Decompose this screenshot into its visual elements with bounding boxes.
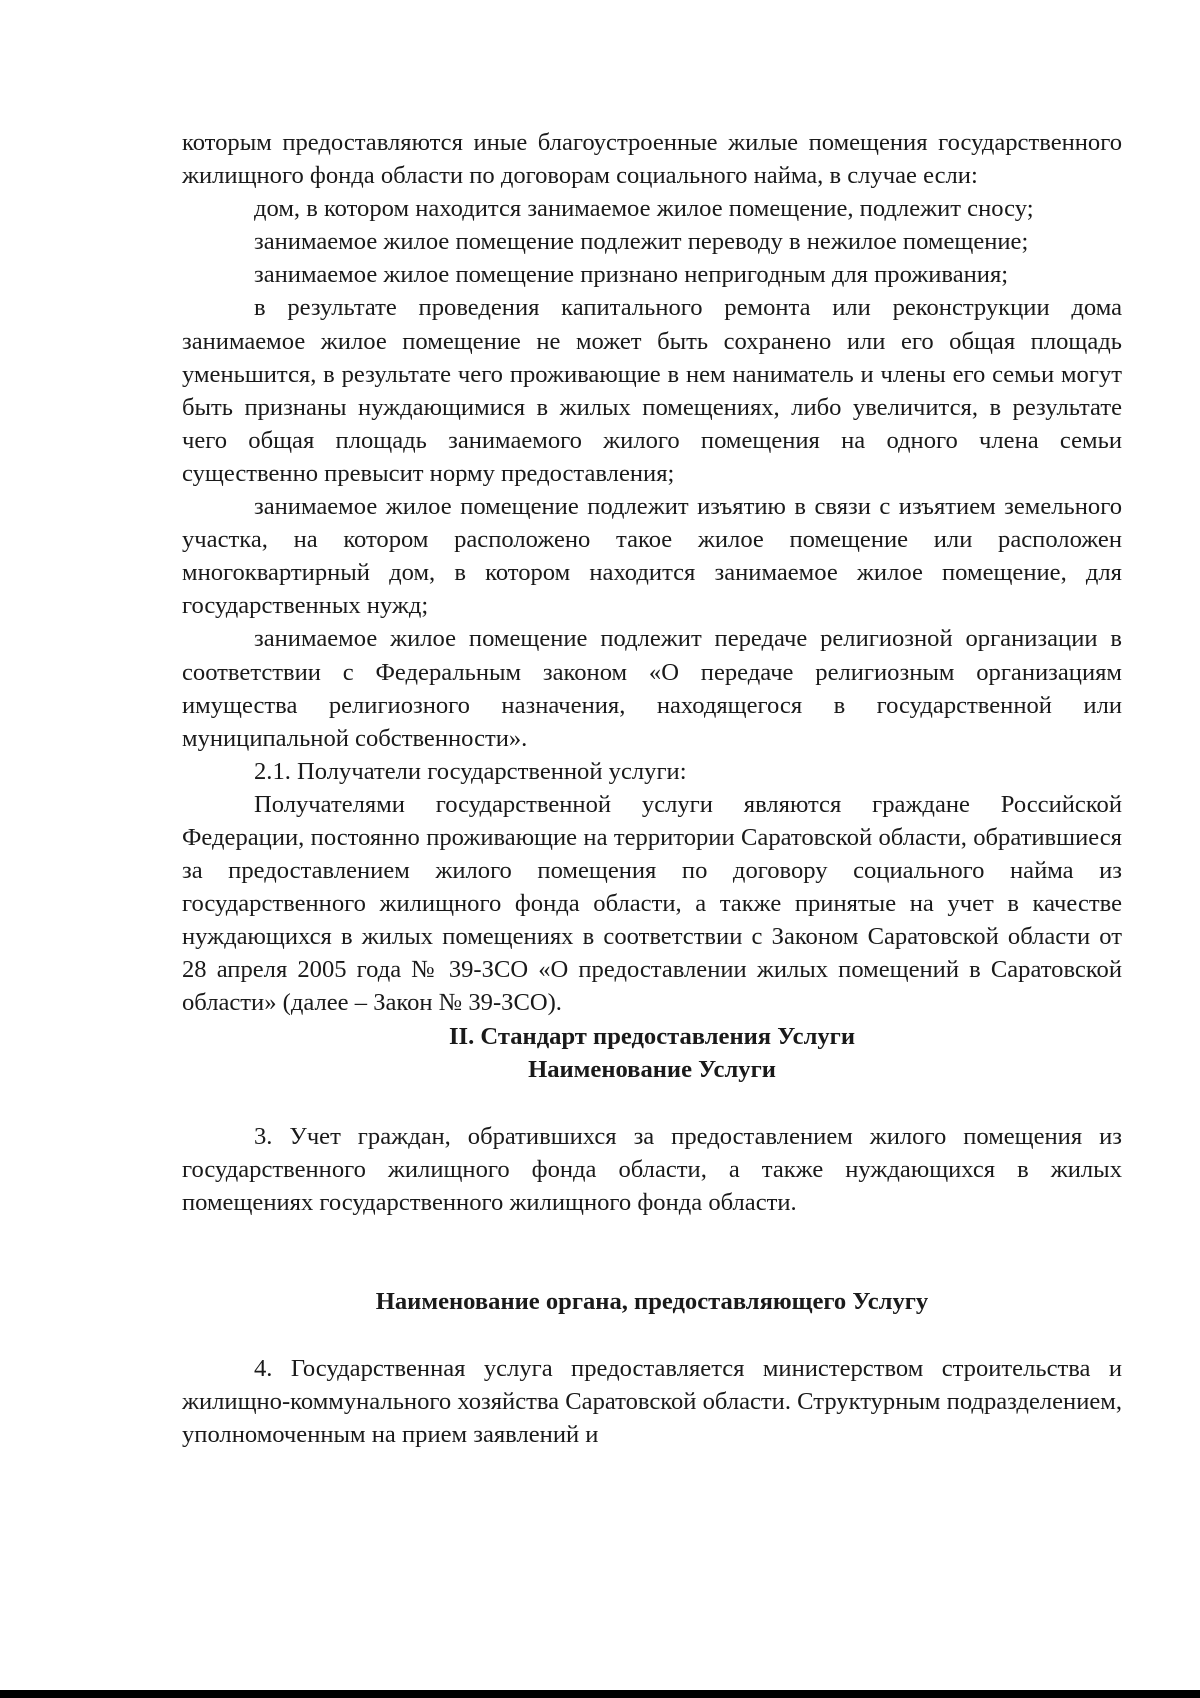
document-page (182, 126, 1122, 1451)
paragraph-recipients-heading: 2.1. Получатели государственной услуги: (254, 757, 687, 785)
authority-heading: Наименование органа, предоставляющего Услугу (375, 1288, 929, 1315)
paragraph-4: 4. Государственная услуга предоставляется министерством строительства и жилищно-коммунального хозяйства Саратовской области. Структурным подразделением, уполномоченным на прием заявлений и (182, 1355, 1122, 1449)
paragraph-land-seizure: занимаемое жилое помещение подлежит изъятию в связи с изъятием земельного участка, на котором расположено такое жилое помещение или расположен многоквартирный дом, в котором находится занимаемое жилое помещение, для государственных нужд; (182, 493, 1122, 620)
paragraph-religious: занимаемое жилое помещение подлежит передаче религиозной организации в соответствии с Федеральным законом «О передаче религиозным организациям имущества религиозного назначения, находящегося в государственной или муниципальной собственности». (182, 625, 1122, 752)
paragraph-renovation: в результате проведения капитального ремонта или реконструкции дома занимаемое жилое помещение не может быть сохранено или его общая площадь уменьшится, в результате чего проживающие в нем наниматель и члены его семьи могут быть признаны нуждающимися в жилых помещениях, либо увеличится, в результате чего общая площадь занимаемого жилого помещения на одного члена семьи существенно превысит норму предоставления; (182, 294, 1122, 487)
section-heading: II. Стандарт предоставления Услуги (448, 1022, 856, 1050)
paragraph-continuation: которым предоставляются иные благоустроенные жилые помещения государственного жилищного фонда области по договорам социального найма, в случае если: (182, 129, 1122, 190)
service-name-heading: Наименование Услуги (528, 1055, 776, 1083)
scan-edge-rule (0, 1690, 1200, 1698)
paragraph-recipients: Получателями государственной услуги являются граждане Российской Федерации, постоянно проживающие на территории Саратовской области, обратившиеся за предоставлением жилого помещения по договору социального найма из государственного жилищного фонда области, а также принятые на учет в качестве нуждающихся в жилых помещениях в соответствии с Законом Саратовской области от 28 апреля 2005 года № 39-ЗСО «О предоставлении жилых помещений в Саратовской области» (далее – Закон № 39-ЗСО). (182, 790, 1122, 1017)
spacer (182, 1318, 1122, 1352)
paragraph-demolition: дом, в котором находится занимаемое жилое помещение, подлежит сносу; (254, 195, 1034, 223)
spacer (182, 1219, 1122, 1285)
paragraph-conversion: занимаемое жилое помещение подлежит переводу в нежилое помещение; (254, 228, 1029, 256)
paragraph-unfit: занимаемое жилое помещение признано непригодным для проживания; (254, 261, 1009, 289)
paragraph-3: 3. Учет граждан, обратившихся за предоставлением жилого помещения из государственного жилищного фонда области, а также нуждающихся в жилых помещениях государственного жилищного фонда области. (182, 1122, 1122, 1216)
spacer (182, 1086, 1122, 1120)
